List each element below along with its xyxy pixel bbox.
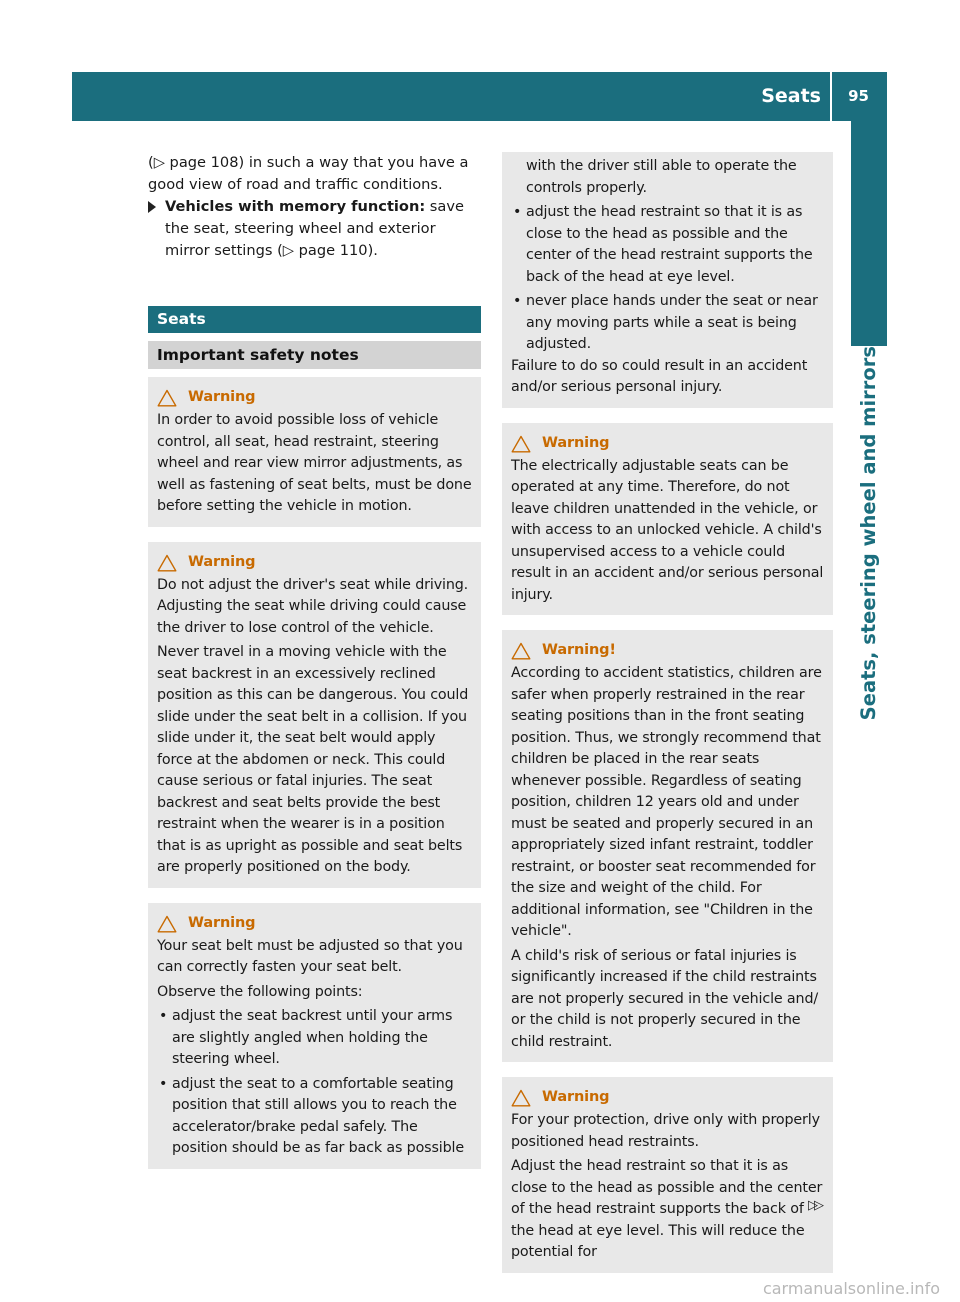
warning-text: According to accident statistics, children are safer when properly restrained in the rear seating positions than in the front seating position. Thus, we strongly recommend that children be placed in the rear seats whenever possible. Regardless of seating position, children 12 years old and under must be seated and properly secured in an appropriately sized infant restraint, toddler restraint, or booster seat recommended for the size and weight of the child. For additional information, see "Children in the vehicle". (511, 665, 822, 939)
warning-title: Warning (188, 914, 256, 931)
intro-line: (▷ page 108) in such a way that you have a good view of road and traffic conditions. (148, 154, 469, 193)
warning-triangle-icon (511, 1089, 531, 1107)
warning-text: In order to avoid possible loss of vehicle control, all seat, head restraint, steering wheel and rear view mirror adjustments, as well as fastening of seat belts, must be done before setting the vehicle in motion. (157, 412, 472, 514)
warning-text: Your seat belt must be adjusted so that you can correctly fasten your seat belt. (157, 937, 463, 975)
header-divider (830, 72, 832, 121)
section-title: Seats (148, 306, 481, 333)
warning-title: Warning (188, 553, 256, 570)
bullet-item: • adjust the head restraint so that it is as close to the head as possible and the center of the head restraint supports the back of the head at eye level. (511, 202, 825, 288)
warning-text: with the driver still able to operate the controls properly. (526, 158, 797, 196)
side-tab (851, 121, 887, 346)
bullet-item: • adjust the seat to a comfortable seating position that still allows you to reach the accelerator/brake pedal safely. The position should be as far back as possible (157, 1074, 473, 1160)
warning-text: Observe the following points: (157, 983, 363, 1000)
warning-header (157, 551, 473, 575)
warning-text: Failure to do so could result in an accident and/or serious personal injury. (511, 357, 808, 395)
intro-text (148, 152, 481, 262)
page-number: 95 (848, 87, 869, 105)
warning-text: A child's risk of serious or fatal injuries is significantly increased if the child restraints are not properly secured in the vehicle and/ or the child is not properly secured in the child restraint. (511, 947, 819, 1050)
warning-header (511, 432, 825, 456)
warning-title: Warning (542, 1089, 610, 1106)
warning-text: For your protection, drive only with properly positioned head restraints. (511, 1112, 820, 1150)
warning-box-3 (148, 903, 481, 1169)
warning-header (511, 1086, 825, 1110)
watermark: carmanualsonline.info (762, 1279, 940, 1298)
subsection-title: Important safety notes (148, 341, 481, 369)
right-column (502, 152, 833, 1273)
warning-text: Do not adjust the driver's seat while driving. Adjusting the seat while driving could cause the driver to lose control of the vehicle. (157, 576, 469, 636)
bullet-item: • adjust the seat backrest until your arms are slightly angled when holding the steering wheel. (157, 1006, 473, 1071)
bullet-item: • never place hands under the seat or near any moving parts while a seat is being adjusted. (511, 291, 825, 356)
warning-header (511, 639, 825, 663)
warning-box-4 (502, 423, 833, 616)
warning-header (157, 912, 473, 936)
warning-text: Never travel in a moving vehicle with the seat backrest in an excessively reclined position as this can be dangerous. You could slide under the seat belt in a collision. If you slide under it, the seat belt would apply force at the abdomen or neck. This could cause serious or fatal injuries. The seat backrest and seat belts provide the best restraint when the wearer is in a position that is as upright as possible and seat belts are properly positioned on the body. (157, 644, 469, 875)
continue-arrows-icon: ▷▷ (808, 1198, 820, 1213)
warning-triangle-icon (157, 915, 177, 933)
warning-text: The electrically adjustable seats can be operated at any time. Therefore, do not leave children unattended in the vehicle, or with access to an unlocked vehicle. A child's unsupervised access to a vehicle could result in an accident and/or serious personal injury. (511, 457, 824, 603)
warning-title: Warning (542, 434, 610, 451)
warning-text: Adjust the head restraint so that it is as close to the head as possible and the center of the head restraint supports the back of the head at eye level. This will reduce the potential for (511, 1158, 823, 1260)
warning-box-6 (502, 1077, 833, 1273)
warning-box-2 (148, 542, 481, 888)
warning-box-1 (148, 377, 481, 527)
step-arrow-icon (148, 201, 156, 213)
warning-title: Warning (188, 389, 256, 406)
left-column (148, 152, 481, 1169)
warning-box-3-continued (502, 152, 833, 408)
warning-box-5 (502, 630, 833, 1062)
step-bold-label: Vehicles with memory function: (165, 198, 426, 215)
step-text: save the seat, steering wheel and exterior mirror settings (▷ page 110). (165, 198, 464, 259)
instruction-step (148, 196, 481, 262)
warning-triangle-icon (157, 554, 177, 572)
warning-title: Warning! (542, 642, 616, 659)
chapter-title: Seats (761, 85, 821, 107)
side-tab-text: Seats, steering wheel and mirrors (857, 346, 880, 721)
header-bar (72, 72, 887, 121)
warning-triangle-icon (511, 642, 531, 660)
warning-triangle-icon (511, 435, 531, 453)
warning-header (157, 386, 473, 410)
warning-triangle-icon (157, 389, 177, 407)
